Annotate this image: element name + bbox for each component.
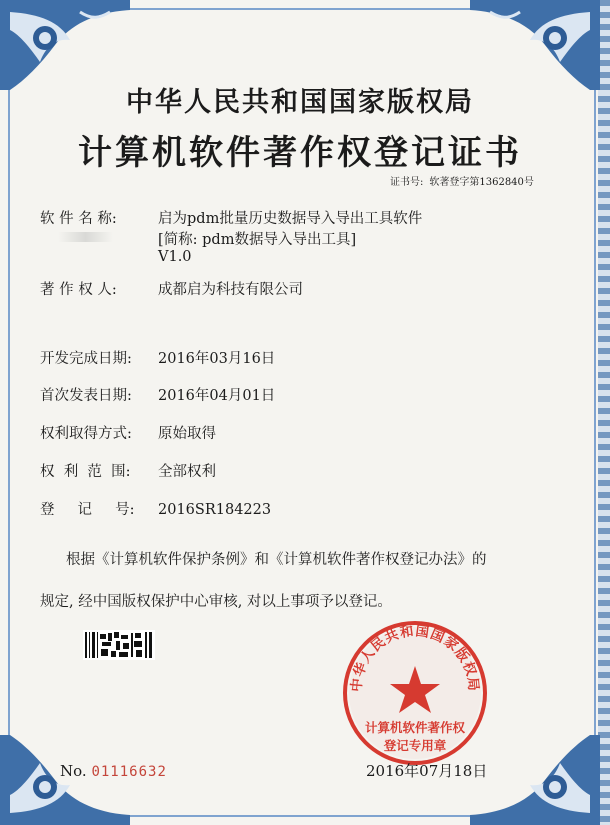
serial-number	[60, 762, 167, 780]
dev-date-value: 2016年03月16日	[158, 351, 276, 367]
version: V1.0	[158, 249, 192, 265]
certificate-number-label: 证书号:	[390, 177, 424, 188]
pub-date-row	[40, 384, 275, 405]
corner-ornament-bottom-left	[0, 735, 130, 825]
software-name-row	[40, 207, 422, 228]
acquire-label: 权利取得方式:	[40, 426, 132, 442]
pub-date-value: 2016年04月01日	[158, 388, 276, 404]
corner-ornament-top-left	[0, 0, 130, 90]
statement-line-2: 规定, 经中国版权保护中心审核, 对以上事项予以登记。	[40, 594, 392, 610]
owner-value: 成都启为科技有限公司	[158, 282, 303, 298]
dev-date-row	[40, 347, 275, 368]
seal-line-1: 计算机软件著作权	[364, 720, 465, 735]
issuer-title: 中华人民共和国国家版权局	[126, 87, 474, 118]
acquire-value: 原始取得	[158, 426, 216, 442]
owner-row	[40, 278, 303, 299]
software-name-value: 启为pdm批量历史数据导入导出工具软件	[158, 211, 423, 227]
acquire-row	[40, 422, 216, 443]
dev-date-label: 开发完成日期:	[40, 351, 132, 367]
issue-date: 2016年07月18日	[366, 762, 488, 780]
certificate-number-value: 软著登字第1362840号	[429, 177, 534, 188]
certificate-title: 计算机软件著作权登记证书	[78, 133, 522, 173]
barcode-icon	[83, 630, 155, 660]
scope-label: 权 利 范 围:	[40, 464, 131, 480]
corner-ornament-top-right	[470, 0, 600, 90]
scope-value: 全部权利	[158, 464, 216, 480]
seal-ring-text: 中华人民共和国国家版权局	[348, 623, 482, 693]
scope-row	[40, 460, 216, 481]
registration-row	[40, 498, 271, 519]
stamp-smudge	[58, 232, 113, 242]
pub-date-label: 首次发表日期:	[40, 388, 132, 404]
registration-number: 2016SR184223	[158, 502, 272, 518]
statement-line-1: 根据《计算机软件保护条例》和《计算机软件著作权登记办法》的	[66, 552, 487, 568]
short-name: [简称: pdm数据导入导出工具]	[158, 232, 357, 248]
serial-label: No.	[60, 762, 87, 780]
owner-label: 著 作 权 人:	[40, 282, 117, 298]
registration-label: 登 记 号:	[40, 502, 135, 518]
software-name-label: 软 件 名 称:	[40, 211, 117, 227]
certificate-number	[390, 173, 540, 188]
decorative-edge-strip	[598, 0, 610, 825]
seal-line-2: 登记专用章	[383, 738, 447, 753]
serial-value: 01116632	[91, 764, 167, 780]
